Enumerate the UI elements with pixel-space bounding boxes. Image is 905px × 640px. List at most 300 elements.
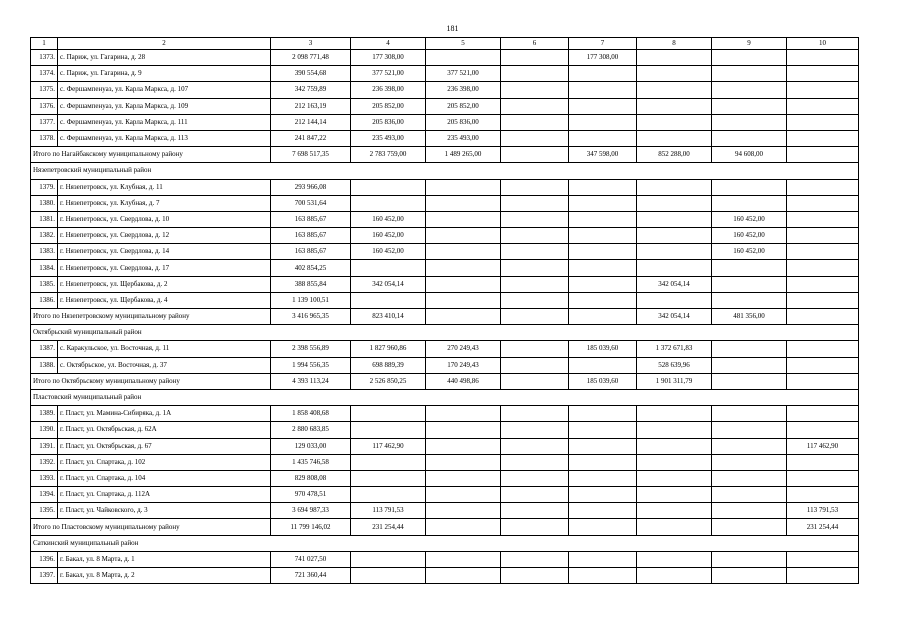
amount-cell [569,357,637,373]
amount-cell [569,568,637,584]
amount-cell [426,470,501,486]
amount-cell [787,66,859,82]
row-number: 1392. [31,454,58,470]
amount-cell [569,276,637,292]
amount-cell [787,292,859,308]
amount-cell [501,211,569,227]
column-header: 1 [31,38,58,50]
amount-cell [637,82,712,98]
row-number: 1395. [31,503,58,519]
amount-cell [787,309,859,325]
amount-cell [351,470,426,486]
address-cell: с. Париж, ул. Гагарина, д. 28 [58,50,271,66]
amount-cell: 185 039,60 [569,341,637,357]
table-row [31,454,859,470]
amount-cell: 700 531,64 [271,195,351,211]
amount-cell [712,114,787,130]
row-number: 1380. [31,195,58,211]
amount-cell [569,454,637,470]
row-number: 1375. [31,82,58,98]
amount-cell: 2 398 556,89 [271,341,351,357]
amount-cell [501,373,569,389]
address-cell: г. Нязепетровск, ул. Свердлова, д. 10 [58,211,271,227]
amount-cell: 823 410,14 [351,309,426,325]
column-header: 4 [351,38,426,50]
amount-cell [637,66,712,82]
amount-cell [569,487,637,503]
total-row [31,147,859,163]
amount-cell [787,568,859,584]
amount-cell [501,503,569,519]
address-cell: г. Бакал, ул. 8 Марта, д. 2 [58,568,271,584]
amount-cell [351,195,426,211]
amount-cell [787,276,859,292]
amount-cell [426,438,501,454]
amount-cell [351,422,426,438]
amount-cell: 2 526 850,25 [351,373,426,389]
amount-cell: 160 452,00 [351,244,426,260]
amount-cell [426,309,501,325]
amount-cell: 2 880 683,85 [271,422,351,438]
row-number: 1387. [31,341,58,357]
amount-cell [426,211,501,227]
amount-cell: 7 698 517,35 [271,147,351,163]
table-row [31,341,859,357]
column-header: 2 [58,38,271,50]
amount-cell [787,50,859,66]
table-row [31,487,859,503]
amount-cell: 160 452,00 [712,211,787,227]
section-header-row [31,535,859,551]
amount-cell [637,503,712,519]
amount-cell [569,179,637,195]
amount-cell: 741 027,50 [271,551,351,567]
amount-cell [637,292,712,308]
amount-cell: 1 489 265,00 [426,147,501,163]
table-row [31,244,859,260]
amount-cell: 481 356,00 [712,309,787,325]
row-number: 1383. [31,244,58,260]
amount-cell: 3 416 965,35 [271,309,351,325]
amount-cell [426,292,501,308]
amount-cell [501,568,569,584]
amount-cell [787,211,859,227]
amount-cell [501,98,569,114]
section-header-row [31,163,859,179]
row-number: 1376. [31,98,58,114]
amount-cell: 390 554,68 [271,66,351,82]
amount-cell [426,519,501,535]
address-cell: г. Нязепетровск, ул. Свердлова, д. 14 [58,244,271,260]
amount-cell: 94 608,00 [712,147,787,163]
amount-cell [351,292,426,308]
amount-cell [426,179,501,195]
amount-cell: 160 452,00 [351,211,426,227]
amount-cell: 236 398,00 [426,82,501,98]
row-number: 1391. [31,438,58,454]
table-row [31,98,859,114]
amount-cell [637,195,712,211]
amount-cell [787,422,859,438]
amount-cell [637,260,712,276]
amount-cell [426,551,501,567]
amount-cell [351,179,426,195]
address-cell: г. Пласт, ул. Октябрьская, д. 62А [58,422,271,438]
amount-cell [501,276,569,292]
amount-cell [712,519,787,535]
amount-cell [787,147,859,163]
amount-cell [569,292,637,308]
table-row [31,551,859,567]
amount-cell [712,503,787,519]
table-row [31,228,859,244]
amount-cell: 205 852,00 [351,98,426,114]
amount-cell [501,130,569,146]
amount-cell [351,406,426,422]
amount-cell: 698 889,39 [351,357,426,373]
amount-cell [712,438,787,454]
amount-cell [569,130,637,146]
row-number: 1384. [31,260,58,276]
amount-cell: 1 827 960,86 [351,341,426,357]
amount-cell: 342 054,14 [637,276,712,292]
section-title: Нязепетровский муниципальный район [31,163,859,179]
amount-cell [787,454,859,470]
amount-cell [569,114,637,130]
table-row [31,130,859,146]
table-row [31,503,859,519]
amount-cell [569,98,637,114]
amount-cell [712,568,787,584]
amount-cell: 113 791,53 [787,503,859,519]
amount-cell [426,454,501,470]
amount-cell [712,551,787,567]
amount-cell [426,228,501,244]
amount-cell [351,260,426,276]
amount-cell: 170 249,43 [426,357,501,373]
table-row [31,470,859,486]
amount-cell [712,454,787,470]
amount-cell: 212 163,19 [271,98,351,114]
amount-cell [637,519,712,535]
amount-cell [569,551,637,567]
amount-cell [787,357,859,373]
table-row [31,114,859,130]
amount-cell [501,179,569,195]
amount-cell: 177 308,00 [351,50,426,66]
amount-cell [712,260,787,276]
address-cell: г. Пласт, ул. Октябрьская, д. 67 [58,438,271,454]
column-header-row [31,38,859,50]
amount-cell [787,228,859,244]
amount-cell [501,422,569,438]
table-row [31,276,859,292]
address-cell: г. Пласт, ул. Чайковского, д. 3 [58,503,271,519]
amount-cell: 528 639,96 [637,357,712,373]
address-cell: г. Пласт, ул. Спартака, д. 102 [58,454,271,470]
amount-cell [712,422,787,438]
amount-cell: 970 478,51 [271,487,351,503]
amount-cell [637,487,712,503]
amount-cell [712,130,787,146]
address-cell: г. Пласт, ул. Мамина-Сибиряка, д. 1А [58,406,271,422]
amount-cell [426,50,501,66]
row-number: 1374. [31,66,58,82]
column-header: 6 [501,38,569,50]
amount-cell: 11 799 146,02 [271,519,351,535]
amount-cell [569,211,637,227]
amount-cell: 440 498,86 [426,373,501,389]
amount-cell [569,82,637,98]
amount-cell [501,406,569,422]
section-header-row [31,389,859,405]
row-number: 1396. [31,551,58,567]
amount-cell [426,244,501,260]
total-label: Итого по Октябрьскому муниципальному району [31,373,271,389]
amount-cell [787,114,859,130]
amount-cell [501,66,569,82]
address-cell: г. Нязепетровск, ул. Щербакова, д. 2 [58,276,271,292]
amount-cell: 1 994 556,35 [271,357,351,373]
amount-cell: 177 308,00 [569,50,637,66]
column-header: 7 [569,38,637,50]
amount-cell [501,195,569,211]
amount-cell [787,82,859,98]
row-number: 1394. [31,487,58,503]
amount-cell [351,454,426,470]
amount-cell [426,276,501,292]
amount-cell [426,503,501,519]
amount-cell [637,406,712,422]
section-title: Пластовский муниципальный район [31,389,859,405]
amount-cell: 235 493,00 [426,130,501,146]
amount-cell: 185 039,60 [569,373,637,389]
amount-cell [501,309,569,325]
table-row [31,438,859,454]
amount-cell [569,195,637,211]
address-cell: с. Октябрьское, ул. Восточная, д. 37 [58,357,271,373]
section-title: Саткинский муниципальный район [31,535,859,551]
row-number: 1389. [31,406,58,422]
amount-cell [787,179,859,195]
address-cell: г. Пласт, ул. Спартака, д. 112А [58,487,271,503]
amount-cell: 1 901 311,79 [637,373,712,389]
amount-cell [501,519,569,535]
total-label: Итого по Пластовскому муниципальному району [31,519,271,535]
amount-cell: 342 054,14 [637,309,712,325]
amount-cell [426,260,501,276]
total-row [31,309,859,325]
amount-cell [501,551,569,567]
amount-cell [787,373,859,389]
amount-cell [426,406,501,422]
amount-cell [712,82,787,98]
amount-cell [501,114,569,130]
register-table [30,37,859,584]
amount-cell: 129 033,00 [271,438,351,454]
amount-cell: 205 836,00 [351,114,426,130]
amount-cell: 342 759,89 [271,82,351,98]
amount-cell [426,487,501,503]
amount-cell [637,470,712,486]
amount-cell [501,292,569,308]
amount-cell: 231 254,44 [787,519,859,535]
table-row [31,50,859,66]
amount-cell [501,470,569,486]
amount-cell: 342 054,14 [351,276,426,292]
amount-cell [569,66,637,82]
amount-cell: 2 098 771,48 [271,50,351,66]
amount-cell [637,244,712,260]
amount-cell [712,357,787,373]
amount-cell [787,470,859,486]
row-number: 1388. [31,357,58,373]
table-row [31,422,859,438]
amount-cell: 1 139 100,51 [271,292,351,308]
row-number: 1379. [31,179,58,195]
amount-cell: 1 858 408,68 [271,406,351,422]
amount-cell [637,551,712,567]
amount-cell [637,568,712,584]
address-cell: г. Нязепетровск, ул. Свердлова, д. 12 [58,228,271,244]
amount-cell [637,438,712,454]
amount-cell: 293 966,08 [271,179,351,195]
amount-cell: 852 288,00 [637,147,712,163]
amount-cell: 721 360,44 [271,568,351,584]
page-number: 181 [446,24,459,33]
amount-cell [787,341,859,357]
table-row [31,179,859,195]
amount-cell [637,98,712,114]
amount-cell: 2 783 759,00 [351,147,426,163]
amount-cell [351,487,426,503]
amount-cell: 205 836,00 [426,114,501,130]
amount-cell: 163 885,67 [271,244,351,260]
amount-cell [501,357,569,373]
amount-cell [637,114,712,130]
amount-cell: 117 462,90 [787,438,859,454]
address-cell: с. Каракульское, ул. Восточная, д. 11 [58,341,271,357]
amount-cell: 1 372 671,83 [637,341,712,357]
row-number: 1397. [31,568,58,584]
amount-cell: 117 462,90 [351,438,426,454]
row-number: 1377. [31,114,58,130]
amount-cell [351,568,426,584]
amount-cell: 160 452,00 [712,244,787,260]
table-row [31,357,859,373]
table-row [31,568,859,584]
amount-cell [712,66,787,82]
amount-cell [426,195,501,211]
amount-cell: 377 521,00 [351,66,426,82]
amount-cell: 402 854,25 [271,260,351,276]
amount-cell: 236 398,00 [351,82,426,98]
amount-cell [569,422,637,438]
amount-cell [501,50,569,66]
amount-cell [787,487,859,503]
amount-cell [569,438,637,454]
amount-cell [712,98,787,114]
row-number: 1378. [31,130,58,146]
amount-cell: 270 249,43 [426,341,501,357]
amount-cell [787,406,859,422]
amount-cell [787,244,859,260]
amount-cell [426,568,501,584]
address-cell: г. Нязепетровск, ул. Свердлова, д. 17 [58,260,271,276]
address-cell: с. Париж, ул. Гагарина, д. 9 [58,66,271,82]
amount-cell: 212 144,14 [271,114,351,130]
amount-cell: 1 435 746,58 [271,454,351,470]
column-header: 10 [787,38,859,50]
amount-cell [712,179,787,195]
address-cell: г. Нязепетровск, ул. Щербакова, д. 4 [58,292,271,308]
address-cell: г. Пласт, ул. Спартака, д. 104 [58,470,271,486]
amount-cell [501,454,569,470]
amount-cell [712,406,787,422]
row-number: 1382. [31,228,58,244]
amount-cell [569,309,637,325]
amount-cell [637,179,712,195]
amount-cell [712,470,787,486]
row-number: 1381. [31,211,58,227]
amount-cell [501,487,569,503]
amount-cell [787,195,859,211]
amount-cell [501,260,569,276]
row-number: 1385. [31,276,58,292]
amount-cell [501,244,569,260]
amount-cell [712,341,787,357]
amount-cell [787,98,859,114]
amount-cell: 163 885,67 [271,228,351,244]
table-row [31,292,859,308]
amount-cell: 163 885,67 [271,211,351,227]
amount-cell [787,551,859,567]
amount-cell: 231 254,44 [351,519,426,535]
amount-cell [712,373,787,389]
amount-cell [637,228,712,244]
row-number: 1373. [31,50,58,66]
table-row [31,211,859,227]
column-header: 9 [712,38,787,50]
address-cell: с. Фершампенуаз, ул. Карла Маркса, д. 111 [58,114,271,130]
total-row [31,519,859,535]
amount-cell [712,292,787,308]
amount-cell [501,82,569,98]
amount-cell [637,454,712,470]
row-number: 1386. [31,292,58,308]
section-header-row [31,325,859,341]
amount-cell [569,503,637,519]
amount-cell: 235 493,00 [351,130,426,146]
amount-cell: 160 452,00 [351,228,426,244]
address-cell: г. Нязепетровск, ул. Клубная, д. 7 [58,195,271,211]
amount-cell [637,50,712,66]
amount-cell: 829 808,08 [271,470,351,486]
table-row [31,66,859,82]
table-row [31,82,859,98]
address-cell: г. Нязепетровск, ул. Клубная, д. 11 [58,179,271,195]
amount-cell [637,422,712,438]
amount-cell: 113 791,53 [351,503,426,519]
total-label: Итого по Нязепетровскому муниципальному району [31,309,271,325]
amount-cell [637,211,712,227]
address-cell: г. Бакал, ул. 8 Марта, д. 1 [58,551,271,567]
amount-cell [569,244,637,260]
amount-cell [351,551,426,567]
address-cell: с. Фершампенуаз, ул. Карла Маркса, д. 107 [58,82,271,98]
amount-cell: 160 452,00 [712,228,787,244]
amount-cell: 388 855,84 [271,276,351,292]
